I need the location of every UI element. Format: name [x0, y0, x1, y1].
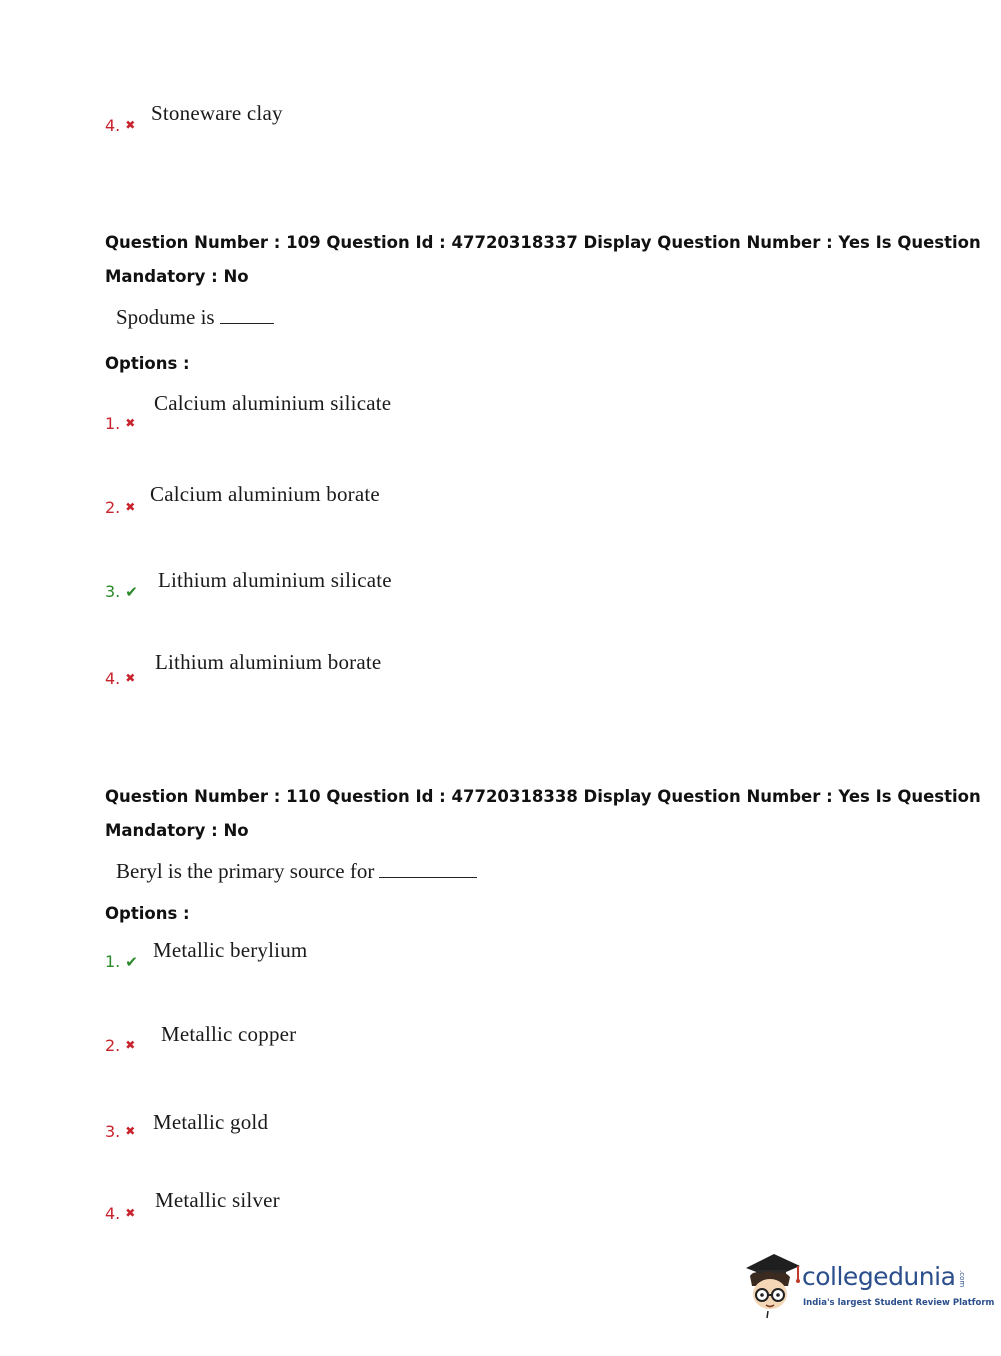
wrong-icon: ✖: [125, 118, 136, 132]
option-text: Stoneware clay: [151, 101, 283, 125]
wrong-icon: ✖: [125, 1038, 136, 1052]
wrong-icon: ✖: [125, 671, 136, 685]
option-number: 3. ✔: [105, 582, 138, 601]
option-text: Calcium aluminium borate: [150, 482, 380, 506]
mascot-icon: [740, 1250, 802, 1320]
option-text: Metallic copper: [161, 1022, 297, 1046]
wrong-icon: ✖: [125, 416, 136, 430]
option-text: Metallic gold: [153, 1110, 269, 1134]
option-text: Lithium aluminium silicate: [158, 568, 392, 592]
option-text: Metallic silver: [155, 1188, 280, 1212]
question-stem: Beryl is the primary source for: [116, 859, 477, 884]
option-text: Metallic berylium: [153, 938, 308, 962]
answer-blank: [379, 860, 477, 878]
options-label: Options :: [105, 354, 190, 373]
answer-blank: [220, 306, 274, 324]
option-text: Calcium aluminium silicate: [154, 391, 392, 415]
option-number: 4. ✖: [105, 1204, 136, 1223]
question-stem: Spodume is: [116, 305, 274, 330]
collegedunia-logo: [740, 1250, 995, 1320]
logo-domain: .com: [958, 1270, 966, 1288]
logo-tagline: India's largest Student Review Platform: [803, 1298, 995, 1308]
option-number: 4. ✖: [105, 669, 136, 688]
logo-wordmark: collegedunia: [802, 1262, 956, 1291]
option-number: 4. ✖: [105, 116, 136, 135]
option-number: 2. ✖: [105, 1036, 136, 1055]
option-number: 1. ✖: [105, 414, 136, 433]
option-text: Lithium aluminium borate: [155, 650, 382, 674]
question-header: Question Number : 109 Question Id : 47720318337 Display Question Number : Yes Is Question Mandatory : No: [105, 233, 981, 286]
check-icon: ✔: [125, 953, 138, 971]
check-icon: ✔: [125, 583, 138, 601]
wrong-icon: ✖: [125, 1206, 136, 1220]
option-number: 2. ✖: [105, 498, 136, 517]
question-header: Question Number : 110 Question Id : 47720318338 Display Question Number : Yes Is Question Mandatory : No: [105, 787, 981, 840]
wrong-icon: ✖: [125, 500, 136, 514]
wrong-icon: ✖: [125, 1124, 136, 1138]
option-number: 1. ✔: [105, 952, 138, 971]
option-number: 3. ✖: [105, 1122, 136, 1141]
options-label: Options :: [105, 904, 190, 923]
